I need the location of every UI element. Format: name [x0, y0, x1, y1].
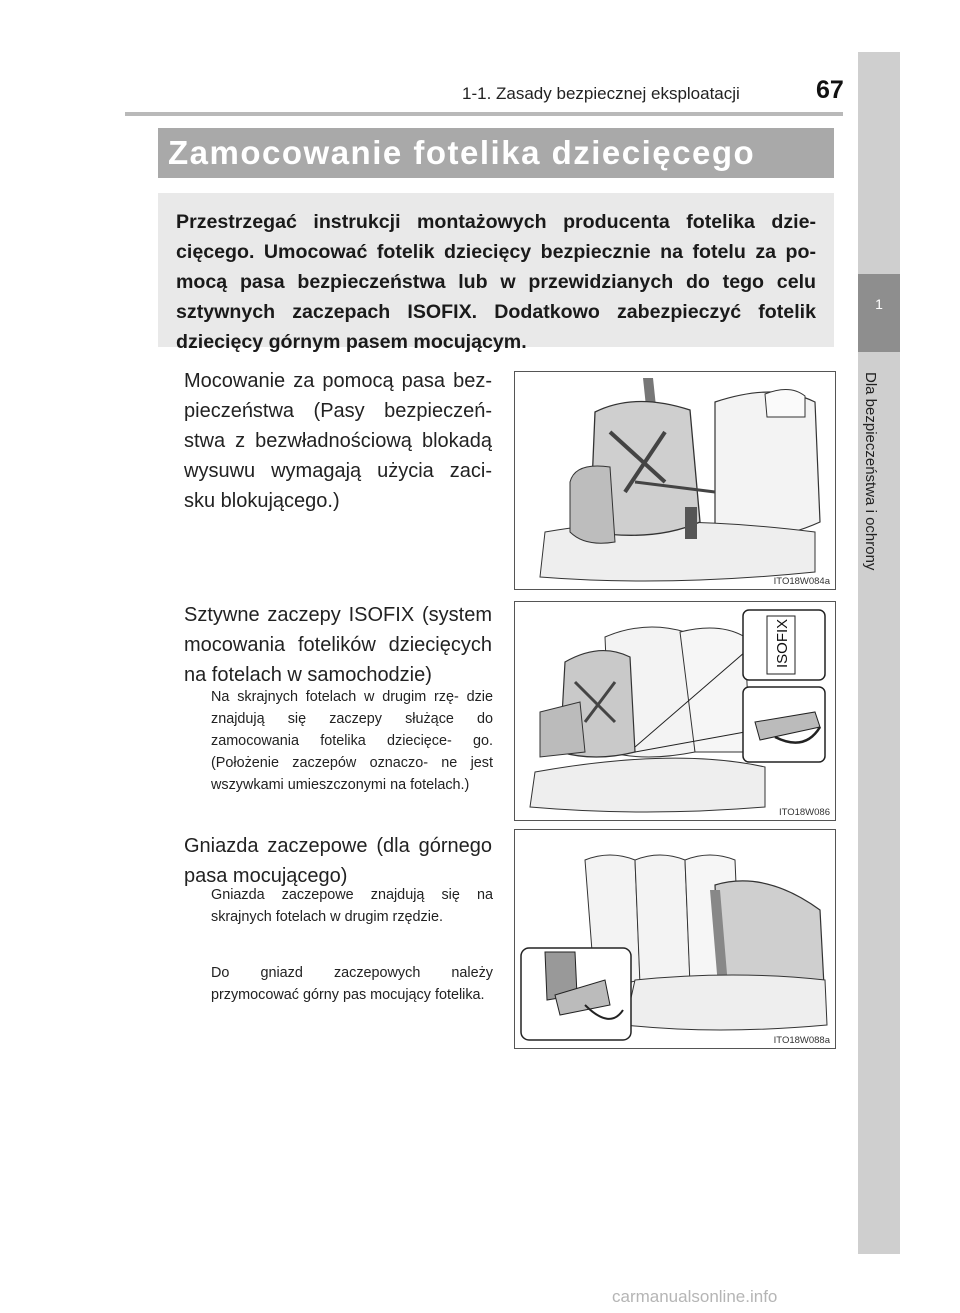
isofix-tag-label: ISOFIX [774, 618, 791, 668]
title-banner [158, 128, 834, 178]
side-tab-chapter-marker [858, 274, 900, 352]
page-number: 67 [816, 76, 844, 104]
header-rule [125, 112, 843, 116]
side-tab-chapter-label: Dla bezpieczeństwa i ochrony [862, 372, 879, 571]
item-3-body-1: Gniazda zaczepowe znajdują się na skrajnych fotelach w drugim rzędzie. [211, 887, 493, 925]
top-tether-illustration [515, 830, 835, 1048]
figure-seatbelt-mounting [514, 371, 836, 590]
intro-box [158, 193, 834, 353]
child-seat-belt-illustration [515, 372, 835, 589]
figure-code: ITO18W086 [778, 807, 830, 818]
item-3-title: Gniazda zaczepowe (dla górnego pasa mocującego) [184, 835, 492, 887]
header-section: 1-1. Zasady bezpiecznej eksploatacji [462, 84, 740, 103]
side-tab-chapter-number: 1 [875, 296, 883, 312]
figure-isofix [514, 601, 836, 821]
item-2-body: Na skrajnych fotelach w drugim rzę- dzie znajdują się zaczepy służące do zamocowania fotelika dziecięce- go. (Położenie zaczepów oznaczo- ne jest wszywkami umieszczonymi na fotelach.) [211, 689, 493, 793]
figure-code: ITO18W088a [773, 1035, 830, 1046]
intro-text: Przestrzegać instrukcji montażowych producenta fotelika dzie- cięcego. Umocować fotelik dziecięcy bezpiecznie na fotelu za po- mocą pasa bezpieczeństwa lub w przewidzianych do tego celu sztywnych zaczepach ISOFIX. Dodatkowo zabezpieczyć fotelik dziecięcy górnym pasem mocującym. [176, 211, 816, 353]
item-3-body-2: Do gniazd zaczepowych należy przymocować górny pas mocujący fotelika. [211, 965, 493, 1003]
side-tab [858, 52, 900, 1254]
watermark: carmanualsonline.info [612, 1287, 778, 1306]
item-2-title: Sztywne zaczepy ISOFIX (system mocowania fotelików dziecięcych na fotelach w samochodzie) [184, 604, 492, 686]
figure-code: ITO18W084a [773, 576, 830, 587]
page-title: Zamocowanie fotelika dziecięcego [168, 134, 756, 171]
figure-top-tether [514, 829, 836, 1049]
item-1-title: Mocowanie za pomocą pasa bez- pieczeństwa (Pasy bezpieczeń- stwa z bezwładnościową blokadą wysuwu wymagają użycia zaci- sku blokującego.) [184, 370, 492, 512]
isofix-illustration [515, 602, 835, 820]
